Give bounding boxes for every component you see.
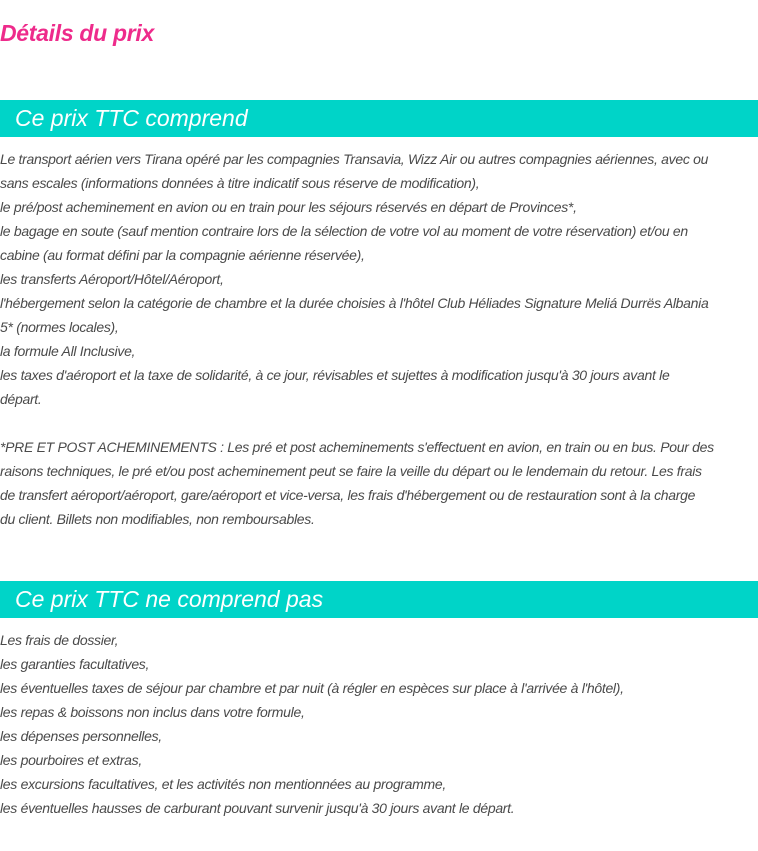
includes-line: le bagage en soute (sauf mention contraire lors de la sélection de votre vol au moment de votre réservation) et/ou en <box>0 223 688 239</box>
includes-line: l'hébergement selon la catégorie de chambre et la durée choisies à l'hôtel Club Héliades Signature Meliá Durrës Albania <box>0 295 709 311</box>
excludes-line: les garanties facultatives, <box>0 656 150 672</box>
includes-line: la formule All Inclusive, <box>0 343 136 359</box>
includes-line: cabine (au format défini par la compagnie aérienne réservée), <box>0 247 365 263</box>
excludes-line: les pourboires et extras, <box>0 752 142 768</box>
spacer <box>0 411 758 435</box>
excludes-line: les repas & boissons non inclus dans votre formule, <box>0 704 305 720</box>
includes-line: les transferts Aéroport/Hôtel/Aéroport, <box>0 271 224 287</box>
acheminement-note-line: *PRE ET POST ACHEMINEMENTS : Les pré et post acheminements s'effectuent en avion, en train ou en bus. Pour des <box>0 439 714 455</box>
page-title: Détails du prix <box>0 20 154 46</box>
includes-line: le pré/post acheminement en avion ou en train pour les séjours réservés en départ de Provinces*, <box>0 199 577 215</box>
includes-line: les taxes d'aéroport et la taxe de solidarité, à ce jour, révisables et sujettes à modification jusqu'à 30 jours avant le <box>0 367 670 383</box>
includes-list <box>0 147 758 531</box>
excludes-list <box>0 628 758 820</box>
includes-line: Le transport aérien vers Tirana opéré par les compagnies Transavia, Wizz Air ou autres compagnies aériennes, avec ou <box>0 151 709 167</box>
includes-header: Ce prix TTC comprend <box>0 100 758 137</box>
includes-line: sans escales (informations données à titre indicatif sous réserve de modification), <box>0 175 480 191</box>
excludes-line: Les frais de dossier, <box>0 632 119 648</box>
excludes-line: les éventuelles taxes de séjour par chambre et par nuit (à régler en espèces sur place à l'arrivée à l'hôtel), <box>0 680 624 696</box>
excludes-line: les éventuelles hausses de carburant pouvant survenir jusqu'à 30 jours avant le départ. <box>0 800 515 816</box>
excludes-header: Ce prix TTC ne comprend pas <box>0 581 758 618</box>
includes-line: 5* (normes locales), <box>0 319 119 335</box>
acheminement-note-line: raisons techniques, le pré et/ou post acheminement peut se faire la veille du départ ou le lendemain du retour. Les frais <box>0 463 702 479</box>
excludes-line: les dépenses personnelles, <box>0 728 162 744</box>
includes-line: départ. <box>0 391 42 407</box>
acheminement-note-line: du client. Billets non modifiables, non remboursables. <box>0 511 315 527</box>
acheminement-note-line: de transfert aéroport/aéroport, gare/aéroport et vice-versa, les frais d'hébergement ou de restauration sont à la charge <box>0 487 696 503</box>
excludes-line: les excursions facultatives, et les activités non mentionnées au programme, <box>0 776 446 792</box>
